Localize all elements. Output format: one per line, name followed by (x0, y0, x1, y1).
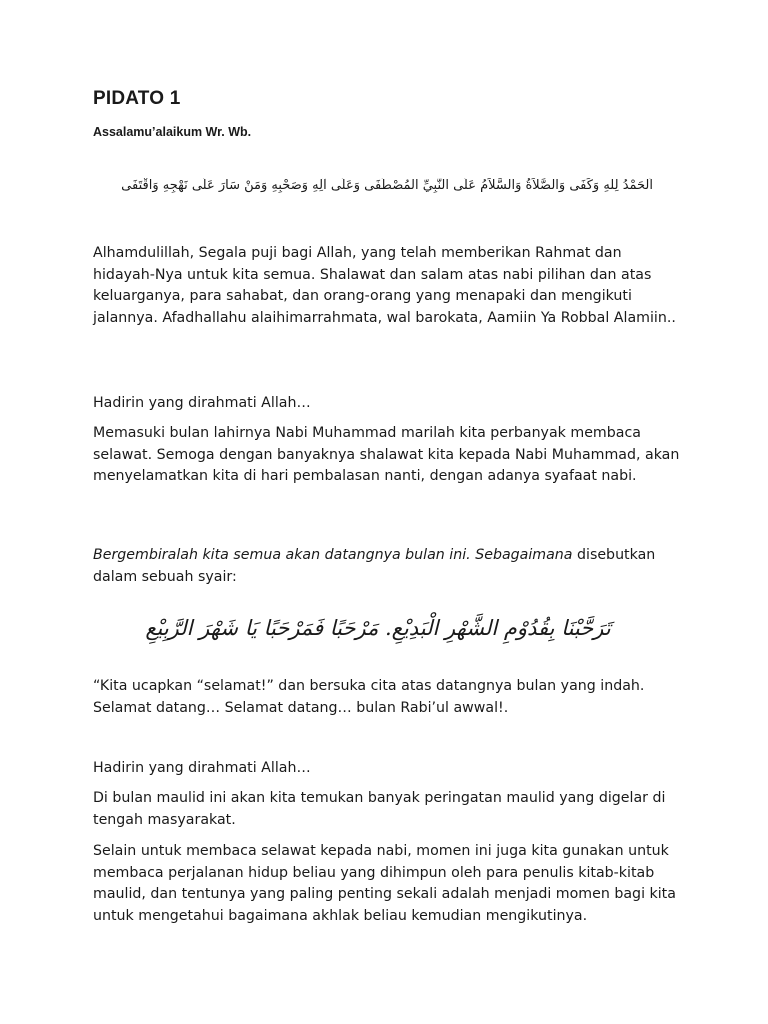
greeting-2: Hadirin yang dirahmati Allah… (93, 760, 311, 776)
paragraph-translation: “Kita ucapkan “selamat!” dan bersuka cita atas datangnya bulan yang indah. Selamat datang… Selamat datang… bulan Rabi’ul awwal!. (93, 678, 645, 716)
document-title: PIDATO 1 (93, 88, 181, 109)
arabic-opening: اَلْحَمْدُ لِلّٰهِ وَكَفَى وَالصَّلاَةُ وَالسَّلاَمُ عَلَى النَّبِيِّ الْمُصْطَفَى وَعَلَى آلِهِ وَصَحْبِهِ وَمَنْ سَارَ عَلَى نَهْجِهِ وَاقْتَفَى (121, 178, 653, 193)
italic-text: Bergembiralah kita semua akan datangnya bulan ini. Sebagaimana (93, 547, 573, 563)
arabic-syair: تَرَحَّبْنَا بِقُدُوْمِ الشَّهْرِ الْبَدِيْعِ. مَرْحَبًا فَمَرْحَبًا يَا شَهْرَ الرَّبِيْعِ (145, 616, 611, 640)
paragraph-selawat: Memasuki bulan lahirnya Nabi Muhammad marilah kita perbanyak membaca selawat. Semoga dengan banyaknya shalawat kita kepada Nabi Muhammad, akan menyelamatkan kita di hari pembalasan nanti, dengan adanya syafaat nabi. (93, 425, 680, 485)
paragraph-maulid: Di bulan maulid ini akan kita temukan banyak peringatan maulid yang digelar di tengah masyarakat. (93, 790, 666, 828)
opening-salam: Assalamu’alaikum Wr. Wb. (93, 125, 252, 139)
paragraph-syair-intro (93, 545, 683, 588)
greeting-1: Hadirin yang dirahmati Allah… (93, 395, 311, 411)
paragraph-selain: Selain untuk membaca selawat kepada nabi, momen ini juga kita gunakan untuk membaca perjalanan hidup beliau yang dihimpun oleh para penulis kitab-kitab maulid, dan tentunya yang paling penting sekali adalah menjadi momen bagi kita untuk mengetahui bagaimana akhlak beliau kemudian mengikutinya. (93, 843, 676, 924)
normal-text: disebutkan dalam sebuah syair: (93, 547, 656, 585)
paragraph-intro: Alhamdulillah, Segala puji bagi Allah, yang telah memberikan Rahmat dan hidayah-Nya untuk kita semua. Shalawat dan salam atas nabi pilihan dan atas keluarganya, para sahabat, dan orang-orang yang menapaki dan mengikuti jalannya. Afadhallahu alaihimarrahmata, wal barokata, Aamiin Ya Robbal Alamiin.. (93, 245, 676, 326)
